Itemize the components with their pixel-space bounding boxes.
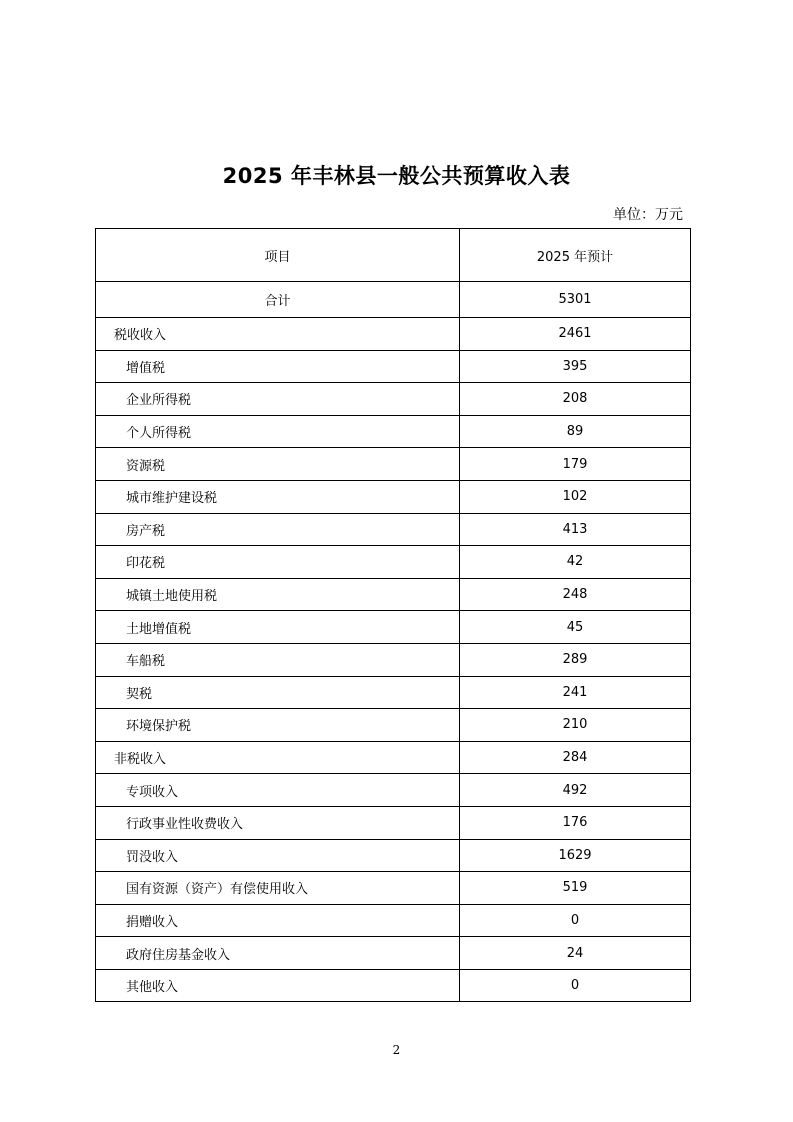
row-label: 行政事业性收费收入 xyxy=(96,806,460,839)
table-row xyxy=(96,969,691,1002)
row-label: 国有资源（资产）有偿使用收入 xyxy=(96,872,460,905)
row-label: 资源税 xyxy=(96,448,460,481)
table-row xyxy=(96,611,691,644)
row-label: 增值税 xyxy=(96,350,460,383)
row-value: 179 xyxy=(460,448,691,481)
row-label: 城市维护建设税 xyxy=(96,480,460,513)
row-value: 248 xyxy=(460,578,691,611)
table-row xyxy=(96,806,691,839)
page-title: 2025 年丰林县一般公共预算收入表 xyxy=(222,164,571,188)
row-label: 非税收入 xyxy=(96,741,460,774)
row-value: 89 xyxy=(460,415,691,448)
table-row xyxy=(96,904,691,937)
row-value: 395 xyxy=(460,350,691,383)
table-row xyxy=(96,741,691,774)
table-row xyxy=(96,513,691,546)
row-value: 210 xyxy=(460,709,691,742)
row-label: 个人所得税 xyxy=(96,415,460,448)
total-value: 5301 xyxy=(460,282,691,318)
table-row xyxy=(96,480,691,513)
table-row xyxy=(96,774,691,807)
table-row xyxy=(96,676,691,709)
table-row xyxy=(96,643,691,676)
row-value: 413 xyxy=(460,513,691,546)
page-number: 2 xyxy=(392,1043,401,1057)
row-label: 其他收入 xyxy=(96,969,460,1002)
row-value: 42 xyxy=(460,546,691,579)
table-row xyxy=(96,350,691,383)
row-label: 车船税 xyxy=(96,643,460,676)
row-value: 241 xyxy=(460,676,691,709)
row-label: 罚没收入 xyxy=(96,839,460,872)
unit-label: 单位：万元 xyxy=(613,207,683,223)
table-row xyxy=(96,318,691,351)
row-value: 208 xyxy=(460,383,691,416)
row-label: 专项收入 xyxy=(96,774,460,807)
table-row xyxy=(96,546,691,579)
row-value: 0 xyxy=(460,969,691,1002)
row-label: 企业所得税 xyxy=(96,383,460,416)
table-row xyxy=(96,872,691,905)
row-label: 税收收入 xyxy=(96,318,460,351)
row-value: 492 xyxy=(460,774,691,807)
row-value: 519 xyxy=(460,872,691,905)
table-header-row xyxy=(96,229,691,282)
row-value: 45 xyxy=(460,611,691,644)
row-label: 政府住房基金收入 xyxy=(96,937,460,970)
row-value: 102 xyxy=(460,480,691,513)
row-value: 2461 xyxy=(460,318,691,351)
row-value: 24 xyxy=(460,937,691,970)
row-label: 捐赠收入 xyxy=(96,904,460,937)
table-row xyxy=(96,937,691,970)
row-label: 城镇土地使用税 xyxy=(96,578,460,611)
column-header-forecast: 2025 年预计 xyxy=(460,229,691,282)
table-row xyxy=(96,578,691,611)
table-row xyxy=(96,839,691,872)
total-row xyxy=(96,282,691,318)
row-label: 环境保护税 xyxy=(96,709,460,742)
row-value: 0 xyxy=(460,904,691,937)
total-label: 合计 xyxy=(96,282,460,318)
row-value: 289 xyxy=(460,643,691,676)
row-label: 房产税 xyxy=(96,513,460,546)
row-label: 契税 xyxy=(96,676,460,709)
column-header-item: 项目 xyxy=(96,229,460,282)
table-row xyxy=(96,709,691,742)
row-value: 176 xyxy=(460,806,691,839)
row-label: 印花税 xyxy=(96,546,460,579)
row-value: 284 xyxy=(460,741,691,774)
row-value: 1629 xyxy=(460,839,691,872)
table-row xyxy=(96,448,691,481)
table-row xyxy=(96,415,691,448)
table-row xyxy=(96,383,691,416)
budget-table xyxy=(95,228,691,1002)
row-label: 土地增值税 xyxy=(96,611,460,644)
